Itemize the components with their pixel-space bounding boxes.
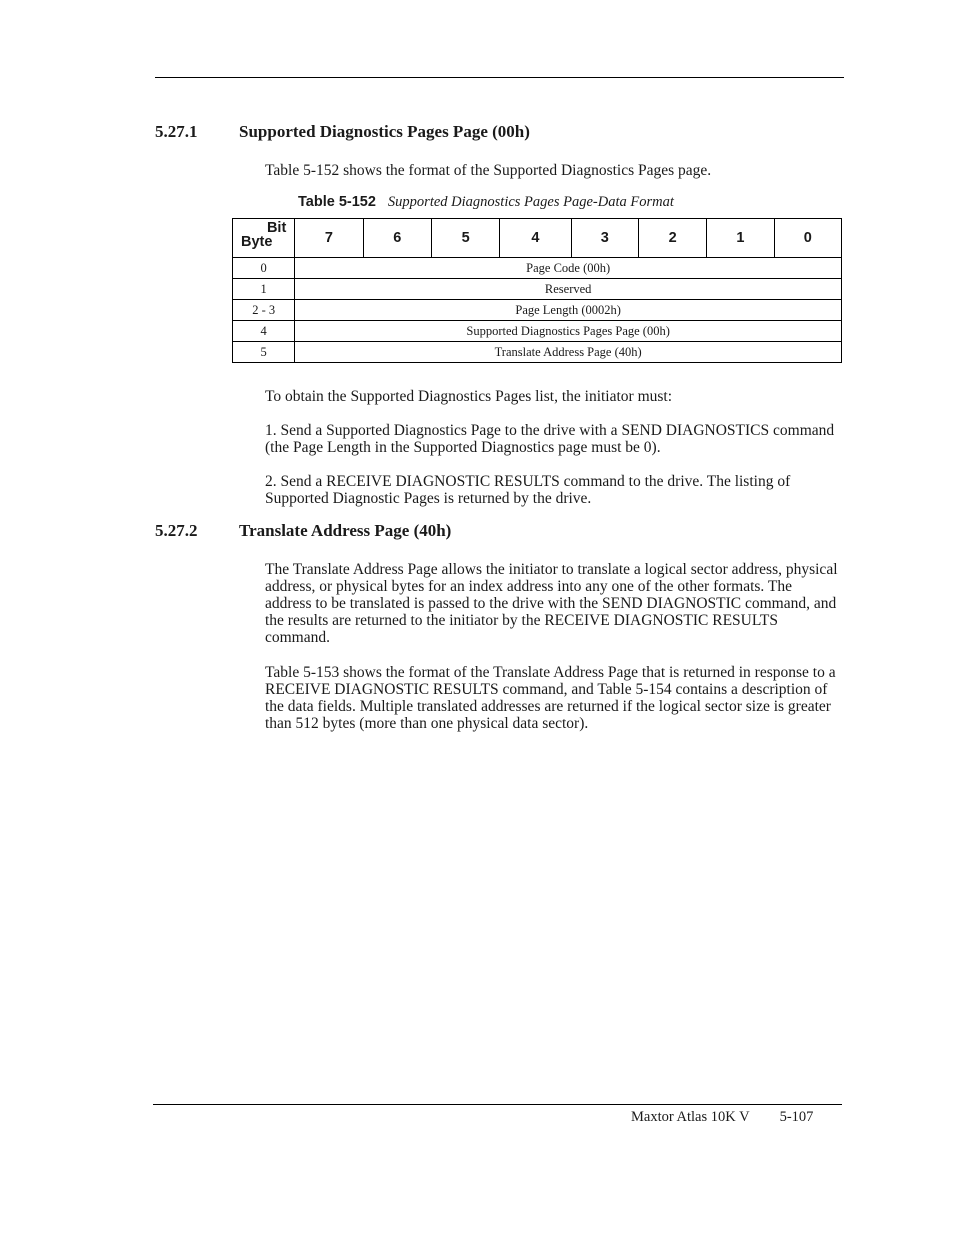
bit-header: 4 <box>500 219 571 258</box>
table-row <box>233 279 842 300</box>
top-rule <box>155 77 844 78</box>
bit-header: 6 <box>363 219 431 258</box>
corner-cell <box>233 219 295 258</box>
step-1-paragraph: 1. Send a Supported Diagnostics Page to the drive with a SEND DIAGNOSTICS command (the Page Length in the Supported Diagnostics page must be 0). <box>265 422 835 456</box>
footer-product: Maxtor Atlas 10K V <box>631 1109 750 1125</box>
field-cell: Page Length (0002h) <box>295 300 842 321</box>
translate-description-paragraph: The Translate Address Page allows the initiator to translate a logical sector address, physical address, or physical bytes for an index address into any one of the other formats. The address to be translated is passed to the drive with the SEND DIAGNOSTIC command, and the results are returned to the initiator by the RECEIVE DIAGNOSTIC RESULTS command. <box>265 561 838 646</box>
bit-label: Bit <box>266 220 287 236</box>
bit-header: 2 <box>638 219 706 258</box>
bit-header: 5 <box>431 219 499 258</box>
byte-label: Byte <box>241 234 273 250</box>
page-footer <box>631 1109 813 1126</box>
bottom-rule <box>153 1104 842 1105</box>
bit-header: 0 <box>774 219 841 258</box>
byte-cell: 2 - 3 <box>233 300 295 321</box>
table-title: Supported Diagnostics Pages Page-Data Format <box>387 194 674 210</box>
field-cell: Reserved <box>295 279 842 300</box>
step-2-paragraph: 2. Send a RECEIVE DIAGNOSTIC RESULTS command to the drive. The listing of Supported Diagnostic Pages is returned by the drive. <box>265 473 791 507</box>
instructions-intro: To obtain the Supported Diagnostics Pages list, the initiator must: <box>265 388 673 405</box>
byte-cell: 5 <box>233 342 295 363</box>
bit-header: 3 <box>571 219 638 258</box>
section-heading-5-27-2 <box>155 521 451 541</box>
section-number: 5.27.2 <box>155 521 198 540</box>
section-title: Supported Diagnostics Pages Page (00h) <box>239 122 530 141</box>
table-row <box>233 342 842 363</box>
byte-cell: 4 <box>233 321 295 342</box>
field-cell: Page Code (00h) <box>295 258 842 279</box>
byte-cell: 1 <box>233 279 295 300</box>
table-row <box>233 258 842 279</box>
byte-cell: 0 <box>233 258 295 279</box>
field-cell: Supported Diagnostics Pages Page (00h) <box>295 321 842 342</box>
table-label: Table 5-152 <box>298 194 376 210</box>
section-number: 5.27.1 <box>155 122 198 141</box>
table-header-row <box>233 219 842 258</box>
footer-page-number: 5-107 <box>779 1109 814 1125</box>
table-row <box>233 321 842 342</box>
bit-header: 7 <box>295 219 363 258</box>
bit-header: 1 <box>707 219 774 258</box>
data-format-table <box>232 218 842 363</box>
section-heading-5-27-1 <box>155 122 530 142</box>
field-cell: Translate Address Page (40h) <box>295 342 842 363</box>
section-title: Translate Address Page (40h) <box>239 521 452 540</box>
table-intro-paragraph: Table 5-152 shows the format of the Supported Diagnostics Pages page. <box>265 162 712 179</box>
table-caption <box>298 194 674 211</box>
translate-format-paragraph: Table 5-153 shows the format of the Translate Address Page that is returned in response to a RECEIVE DIAGNOSTIC RESULTS command, and Table 5-154 contains a description of the data fields. Multiple translated addresses are returned if the logical sector size is greater than 512 bytes (more than one physical data sector). <box>265 664 836 732</box>
table-row <box>233 300 842 321</box>
